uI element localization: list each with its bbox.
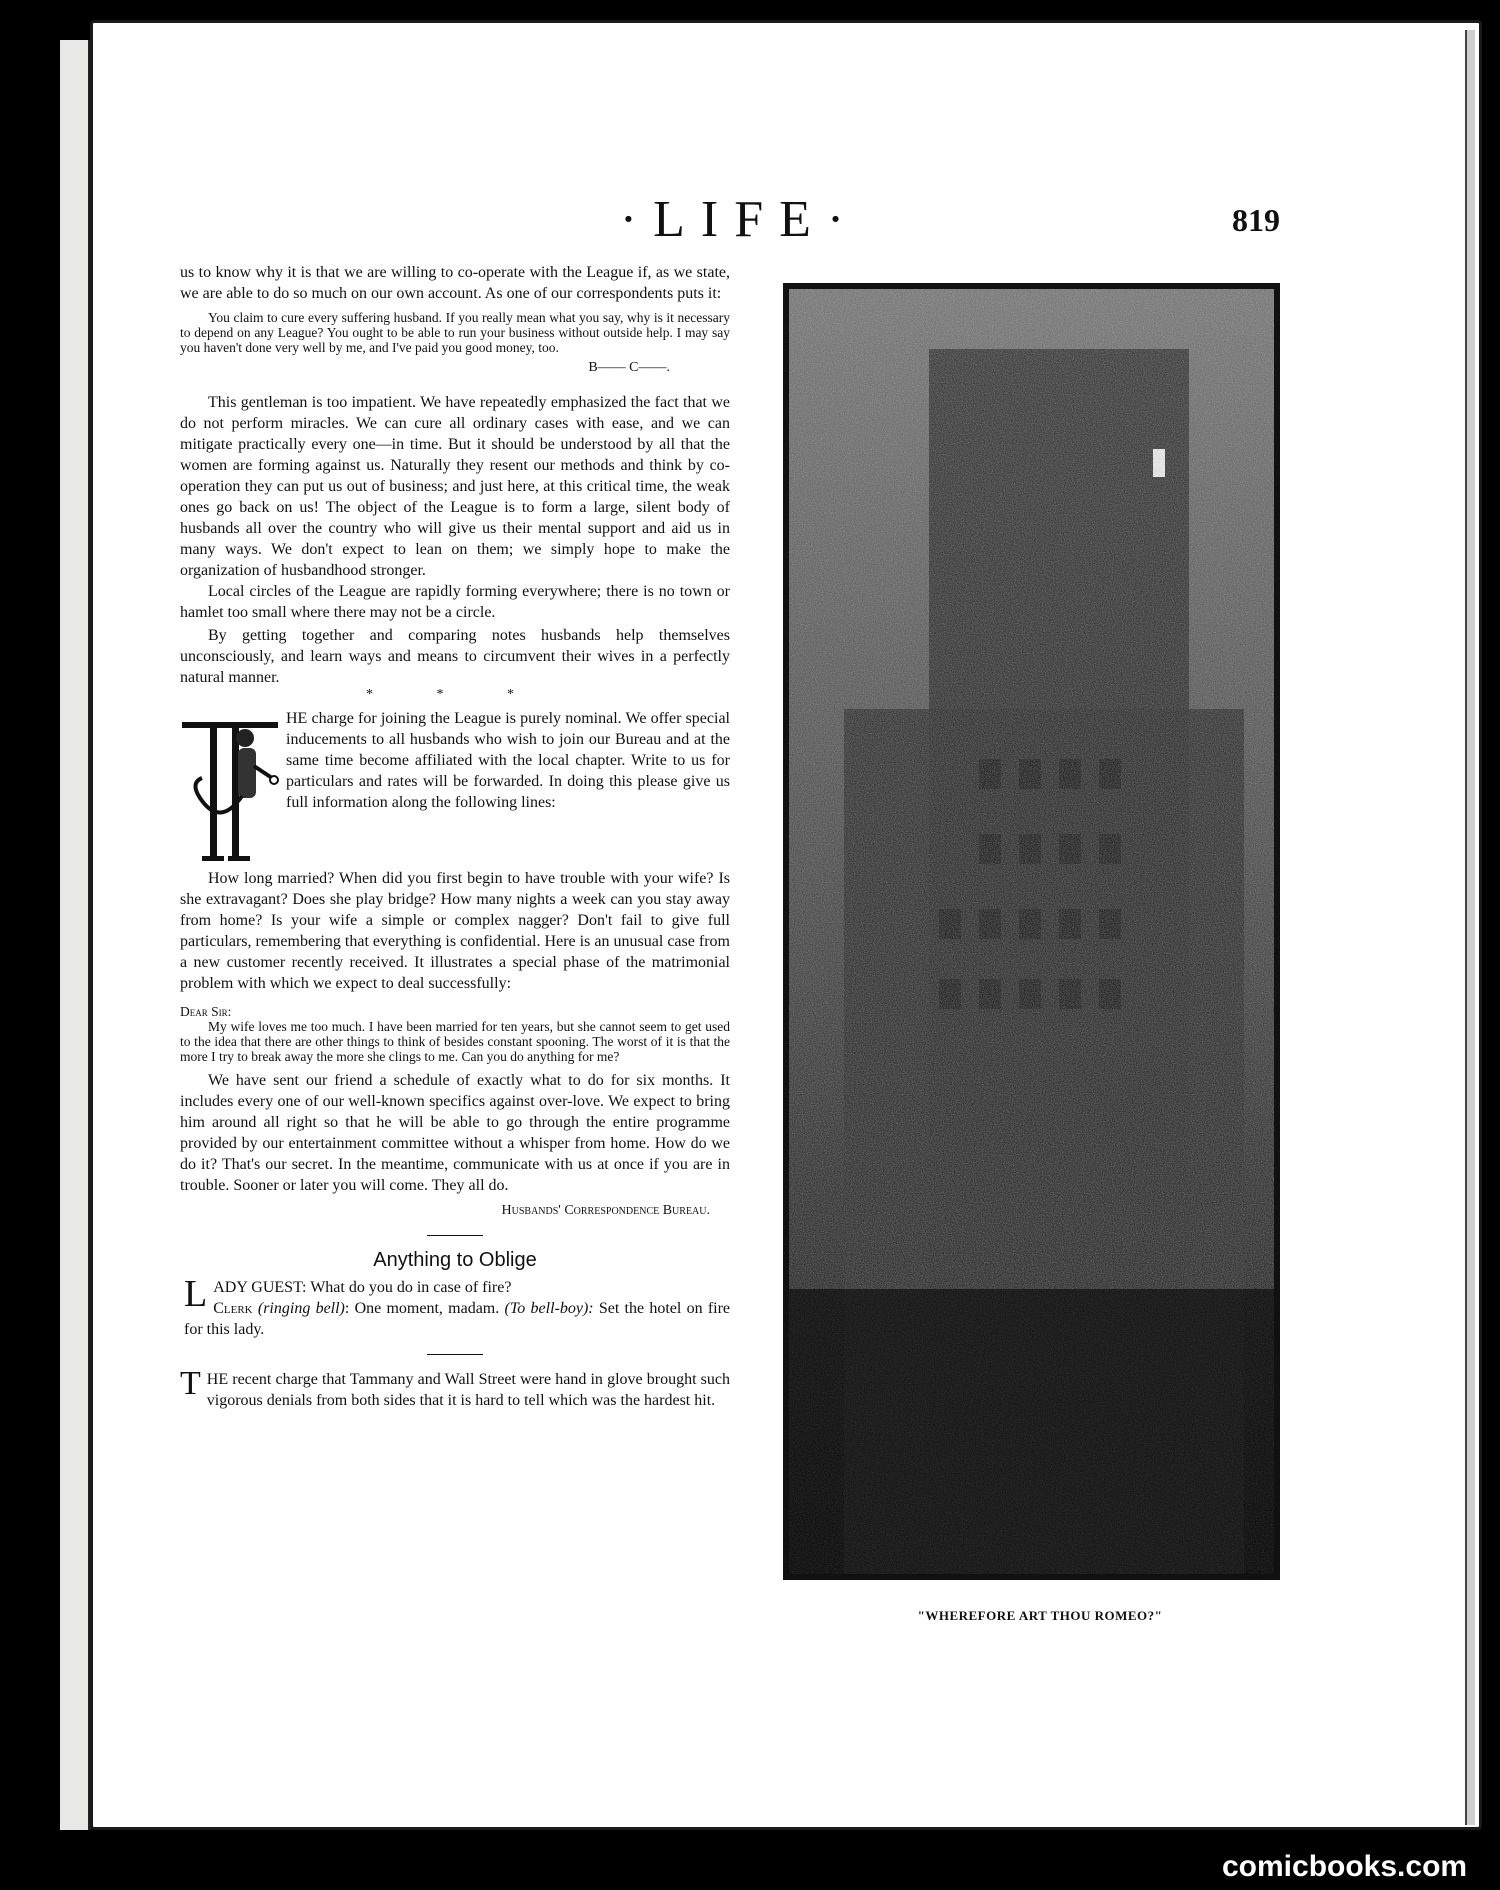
divider-rule	[427, 1354, 483, 1355]
stage-direction: (ringing bell)	[257, 1300, 345, 1317]
paragraph: How long married? When did you first begin to have trouble with your wife? Is she extravagant? Does she play bridge? How many nights a week can you stay away from home? Is your wife a simple or complex nagger? Don't fail to give full particulars, remembering that everything is confidential. Here is an unusual case from a new customer recently received. It illustrates a special phase of the matrimonial problem with which we expect to deal successfully:	[180, 870, 730, 992]
dialogue-line: Set the hotel on fire for this lady.	[184, 1300, 731, 1338]
reader-quote: You claim to cure every suffering husband. If you really mean what you say, why is it necessary to depend on any League? You ought to be able to run your business without outside help. I may say you haven't done very well by me, and I've paid you good money, too.	[180, 310, 730, 355]
paragraph: HE charge for joining the League is purely nominal. We offer special inducements to all husbands who wish to join our Bureau and at the same time become affiliated with the local chapter. Write to us for particulars and rates will be forwarded. In doing this please give us full information along the following lines:	[286, 710, 730, 811]
stage-direction: (To bell-boy):	[504, 1300, 594, 1317]
skyscraper-drawing	[789, 289, 1274, 1574]
paragraph: HE recent charge that Tammany and Wall Street were hand in glove brought such vigorous denials from both sides that it is hard to tell which was the hardest hit.	[206, 1371, 730, 1409]
section-stars: * * *	[366, 687, 544, 702]
quote-signature: B—— C——.	[588, 360, 670, 375]
letter-body: My wife loves me too much. I have been married for ten years, but she cannot seem to get used to the idea that there are other things to think of besides constant spooning. The worst of it is that the more I try to break away the more she clings to me. Can you do anything for me?	[180, 1019, 730, 1064]
paragraph: This gentleman is too impatient. We have repeatedly emphasized the fact that we do not perform miracles. We can cure all ordinary cases with ease, and we can mitigate practically every one—in time. But it should be understood by all that the women are forming against us. Naturally they resent our methods and think by co-operation they can put us out of business; and just here, at this critical time, the weak ones go back on us! The object of the League is to form a large, silent body of husbands all over the country who will give us their mental support and aid us in many ways. We don't expect to lean on them; we simply hope to make the organization of husbandhood stronger.	[180, 394, 730, 579]
dialogue-line: ADY GUEST: What do you do in case of fire?	[213, 1279, 512, 1296]
dropcap-letter: L	[184, 1273, 208, 1315]
paragraph: By getting together and comparing notes husbands help themselves unconsciously, and learn ways and means to circumvent their wives in a perfectly natural manner.	[180, 627, 730, 686]
divider-rule	[427, 1235, 483, 1236]
facing-page-edge	[60, 40, 91, 1830]
paragraph: We have sent our friend a schedule of exactly what to do for six months. It includes every one of our well-known specifics against over-love. We expect to bring him around all right so that he will be able to go through the entire programme provided by our entertainment committee without a whisper from home. How do we do it? That's our secret. In the meantime, communicate with us at once if you are in trouble. Sooner or later you will come. They all do.	[180, 1072, 730, 1194]
article-column	[180, 262, 730, 1411]
monkey-dropcap-illustration	[180, 708, 280, 868]
dropcap-section	[180, 708, 730, 813]
page-number: 819	[1232, 202, 1280, 238]
letter-salutation: Dear Sir:	[180, 1004, 232, 1019]
article-heading: Anything to Oblige	[373, 1249, 537, 1271]
bureau-signature: Husbands' Correspondence Bureau.	[501, 1203, 710, 1218]
page-edge	[1465, 30, 1475, 1825]
dropcap-letter: T	[180, 1365, 201, 1402]
masthead-title: ·LIFE·	[619, 191, 861, 248]
paragraph: us to know why it is that we are willing to co-operate with the League if, as we state, we are able to do so much on our own account. As one of our correspondents puts it:	[180, 264, 730, 302]
paragraph: Local circles of the League are rapidly forming everywhere; there is no town or hamlet too small where there may not be a circle.	[180, 583, 730, 621]
illustration-caption: "WHEREFORE ART THOU ROMEO?"	[917, 1608, 1163, 1623]
site-watermark: comicbooks.com	[1222, 1850, 1468, 1883]
artist-signature: G.I.	[1245, 1567, 1266, 1581]
romeo-illustration	[783, 283, 1280, 1580]
dialogue-line: : One moment, madam.	[344, 1300, 500, 1317]
speaker-label: Clerk	[213, 1300, 253, 1317]
